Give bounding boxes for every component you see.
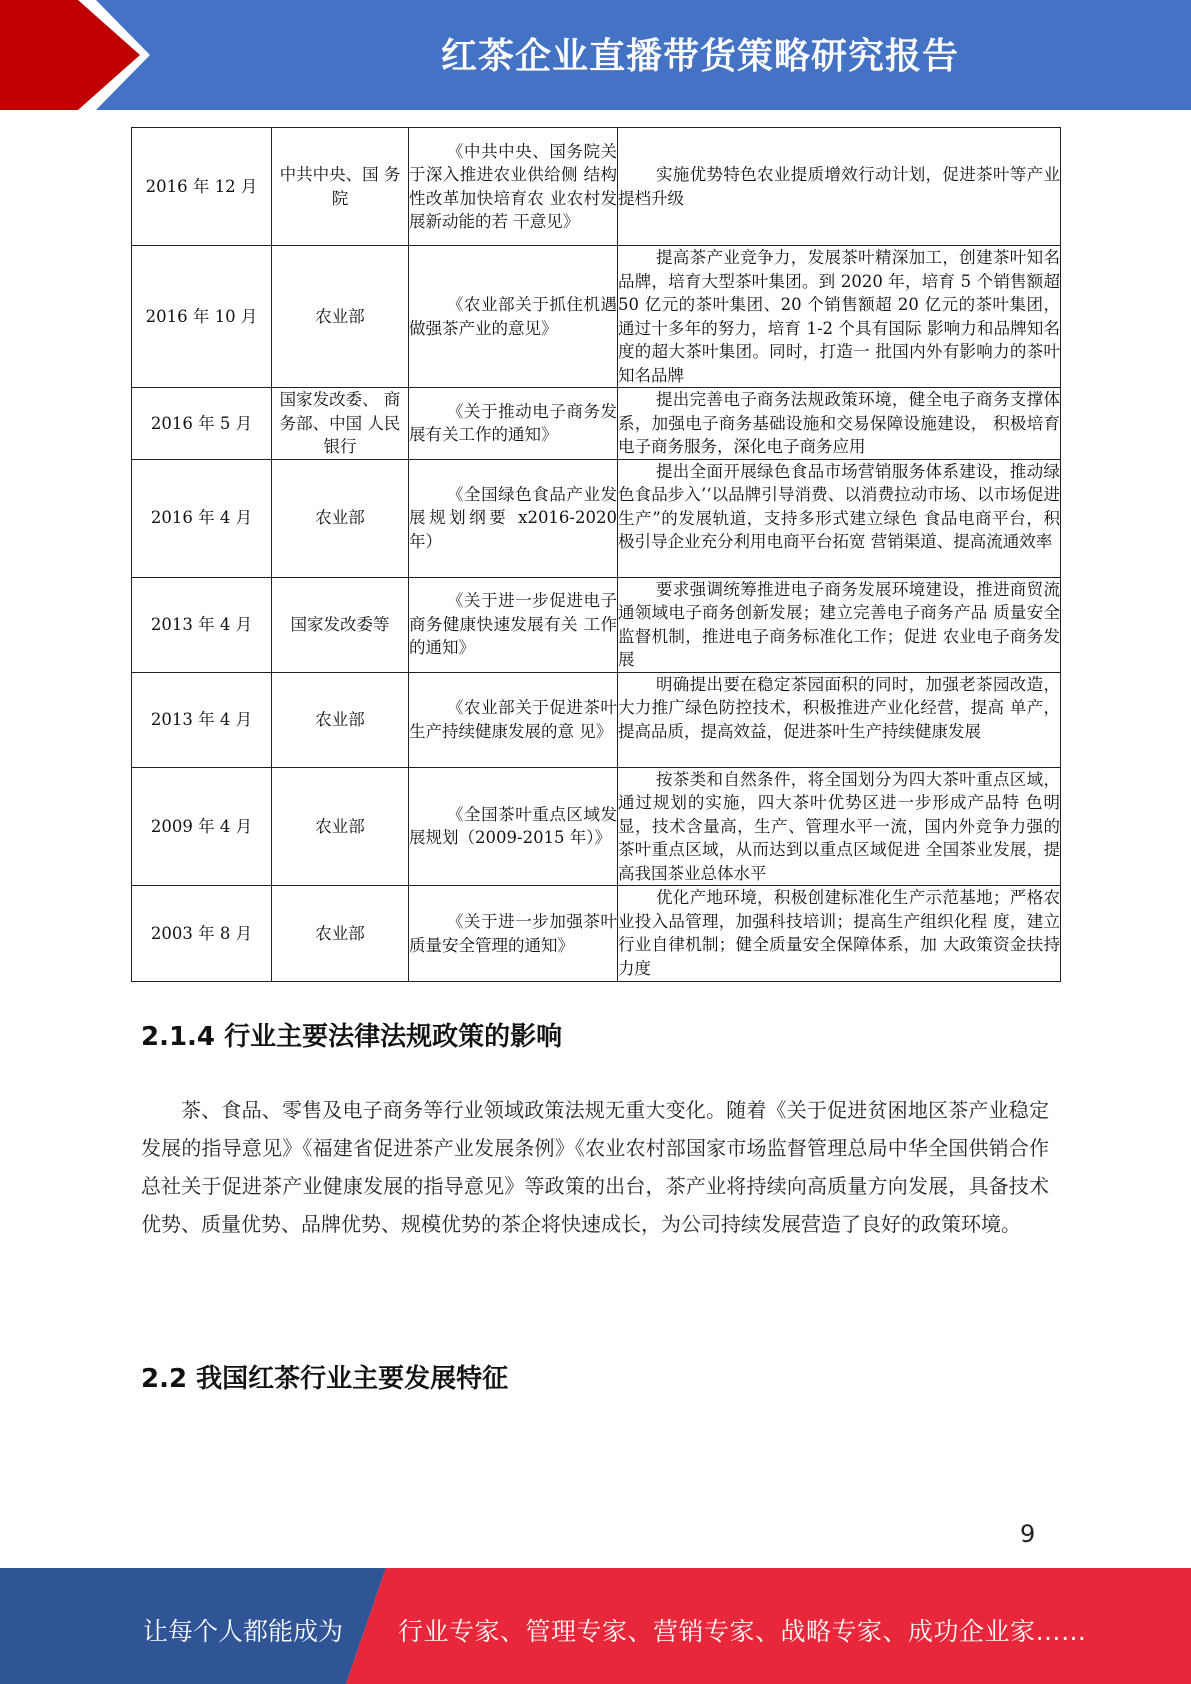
page-footer xyxy=(0,1568,1191,1684)
table-cell-date: 2013 年 4 月 xyxy=(132,577,272,672)
table-cell-department: 农业部 xyxy=(272,672,409,767)
table-cell-content: 实施优势特色农业提质增效行动计划，促进茶叶等产业提档升级 xyxy=(618,128,1061,246)
table-cell-department: 农业部 xyxy=(272,767,409,886)
section-heading-2-1-4: 2.1.4 行业主要法律法规政策的影响 xyxy=(141,1022,563,1052)
table-row xyxy=(132,767,1061,886)
table-cell-document: 《关于进一步促进电子 商务健康快速发展有关 工作的通知》 xyxy=(409,577,618,672)
table-row xyxy=(132,577,1061,672)
table-row xyxy=(132,246,1061,388)
policy-table xyxy=(131,127,1061,982)
table-cell-date: 2009 年 4 月 xyxy=(132,767,272,886)
table-cell-date: 2016 年 4 月 xyxy=(132,459,272,577)
table-cell-date: 2003 年 8 月 xyxy=(132,886,272,982)
table-cell-document: 《农业部关于抓住机遇 做强茶产业的意见》 xyxy=(409,246,618,388)
table-cell-content: 提出完善电子商务法规政策环境，健全电子商务支撑体系，加强电子商务基础设施和交易保障设施建设， 积极培育电子商务服务，深化电子商务应用 xyxy=(618,388,1061,460)
report-title: 红茶企业直播带货策略研究报告 xyxy=(440,36,959,77)
table-cell-date: 2016 年 12 月 xyxy=(132,128,272,246)
table-cell-department: 国家发改委、 商务部、中国 人民银行 xyxy=(272,388,409,460)
table-cell-content: 要求强调统筹推进电子商务发展环境建设，推进商贸流通领域电子商务创新发展；建立完善电子商务产品 质量安全监督机制，推进电子商务标准化工作；促进 农业电子商务发展 xyxy=(618,577,1061,672)
table-cell-content: 明确提出要在稳定茶园面积的同时，加强老茶园改造， 大力推广绿色防控技术，积极推进产业化经营，提高 单产，提高品质，提高效益，促进茶叶生产持续健康发展 xyxy=(618,672,1061,767)
table-cell-content: 按茶类和自然条件，将全国划分为四大茶叶重点区域， 通过规划的实施，四大茶叶优势区进一步形成产品特 色明显，技术含量高，生产、管理水平一流，国内外竞争力强的茶叶重点区域，从而达到以重点区域促进 全国茶业发展，提高我国茶业总体水平 xyxy=(618,767,1061,886)
table-cell-department: 农业部 xyxy=(272,886,409,982)
table-cell-content: 提高茶产业竞争力，发展茶叶精深加工，创建茶叶知名品牌，培育大型茶叶集团。到 2020 年，培育 5 个销售额超 50 亿元的茶叶集团、20 个销售额超 20 亿元的茶叶集团，通过十多年的努力，培育 1-2 个具有国际 影响力和品牌知名度的超大茶叶集团。同时，打造一 批国内外有影响力的茶叶知名品牌 xyxy=(618,246,1061,388)
section-heading-2-2: 2.2 我国红茶行业主要发展特征 xyxy=(141,1364,509,1394)
table-cell-department: 国家发改委等 xyxy=(272,577,409,672)
page-header xyxy=(0,0,1191,110)
table-row xyxy=(132,128,1061,246)
footer-slogan-right: 行业专家、管理专家、营销专家、战略专家、成功企业家…… xyxy=(398,1617,1087,1646)
table-cell-date: 2016 年 5 月 xyxy=(132,388,272,460)
table-cell-date: 2013 年 4 月 xyxy=(132,672,272,767)
table-cell-document: 《全国绿色食品产业发 展规划纲要 x2016-2020 年） xyxy=(409,459,618,577)
table-cell-content: 提出全面开展绿色食品市场营销服务体系建设，推动绿色食品步入’‘以品牌引导消费、以消费拉动市场、以市场促进生产”的发展轨道，支持多形式建立绿色 食品电商平台，积极引导企业充分利用电商平台拓宽 营销渠道、提高流通效率 xyxy=(618,459,1061,577)
table-row xyxy=(132,672,1061,767)
table-cell-content: 优化产地环境，积极创建标准化生产示范基地；严格农业投入品管理，加强科技培训；提高生产组织化程 度，建立行业自律机制；健全质量安全保障体系，加 大政策资金扶持力度 xyxy=(618,886,1061,982)
page-number: 9 xyxy=(1020,1520,1036,1548)
footer-slogan-left: 让每个人都能成为 xyxy=(143,1617,344,1646)
table-cell-document: 《全国茶叶重点区域发 展规划（2009-2015 年）》 xyxy=(409,767,618,886)
table-row xyxy=(132,388,1061,460)
table-row xyxy=(132,459,1061,577)
table-cell-date: 2016 年 10 月 xyxy=(132,246,272,388)
table-cell-department: 中共中央、国 务院 xyxy=(272,128,409,246)
table-cell-document: 《中共中央、国务院关 于深入推进农业供给侧 结构性改革加快培育农 业农村发展新动能的若 干意见》 xyxy=(409,128,618,246)
table-cell-document: 《关于进一步加强茶叶 质量安全管理的通知》 xyxy=(409,886,618,982)
table-cell-document: 《农业部关于促进茶叶 生产持续健康发展的意 见》 xyxy=(409,672,618,767)
table-cell-department: 农业部 xyxy=(272,246,409,388)
header-chevron-logo xyxy=(0,0,160,110)
table-row xyxy=(132,886,1061,982)
table-cell-document: 《关于推动电子商务发 展有关工作的通知》 xyxy=(409,388,618,460)
table-cell-department: 农业部 xyxy=(272,459,409,577)
section-paragraph: 茶、食品、零售及电子商务等行业领域政策法规无重大变化。随着《关于促进贫困地区茶产业稳定发展的指导意见》《福建省促进茶产业发展条例》《农业农村部国家市场监督管理总局中华全国供销合作总社关于促进茶产业健康发展的指导意见》等政策的出台，茶产业将持续向高质量方向发展，具备技术优势、质量优势、品牌优势、规模优势的茶企将快速成长，为公司持续发展营造了良好的政策环境。 xyxy=(141,1098,1049,1236)
